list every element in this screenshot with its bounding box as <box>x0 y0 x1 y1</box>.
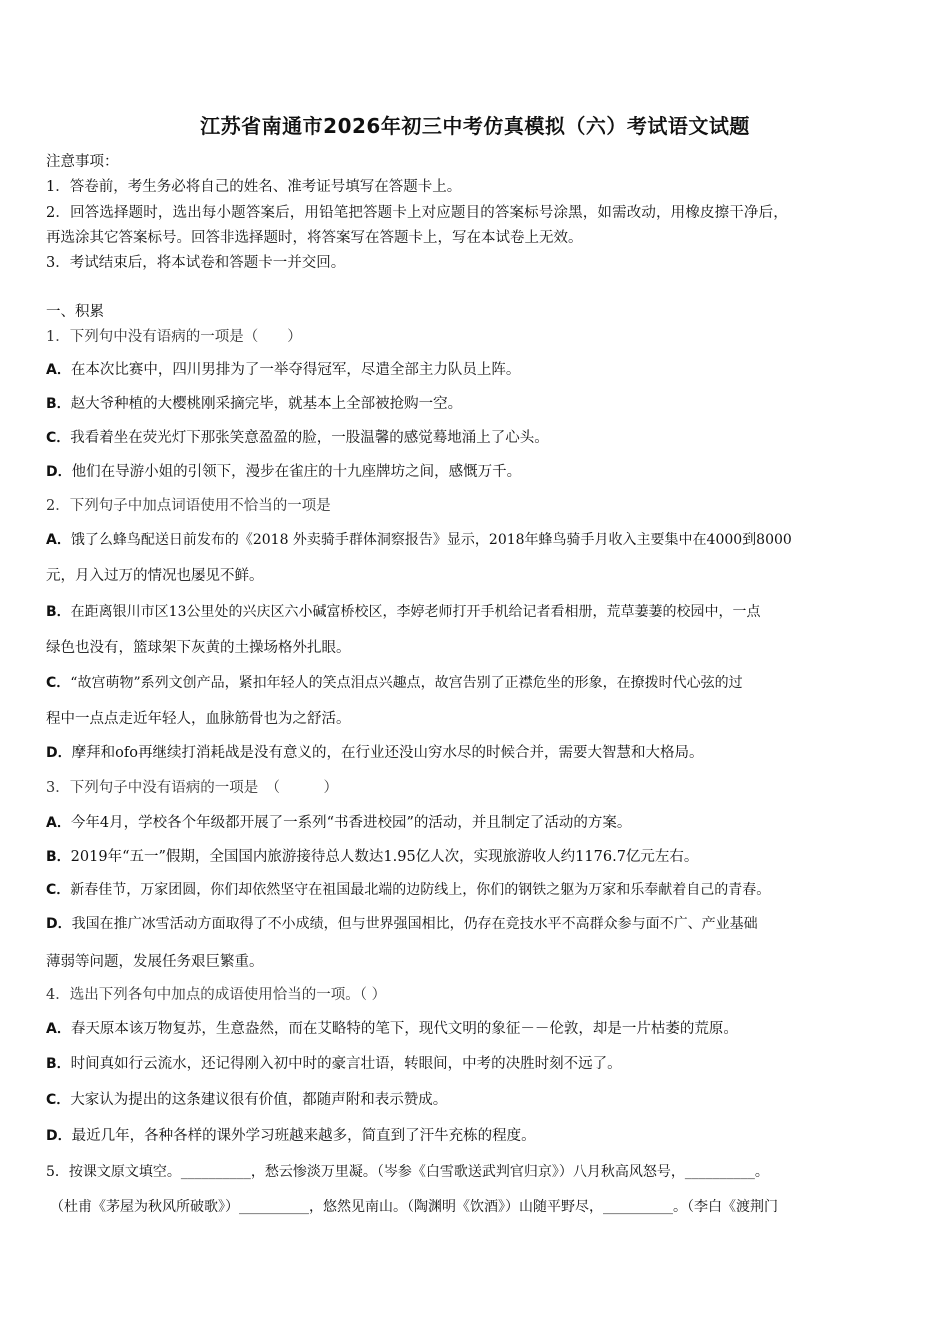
q3-option-b <box>46 847 698 867</box>
option-text: 他们在导游小姐的引领下，漫步在雀庄的十九座牌坊之间，感慨万千。 <box>71 464 522 480</box>
q4-option-c <box>46 1090 447 1110</box>
option-label: A． <box>46 532 71 548</box>
q2-option-c-cont: 程中一点点走近年轻人，血脉筋骨也为之舒活。 <box>46 711 351 727</box>
option-text: 今年4月，学校各个年级都开展了一系列“书香进校园”的活动，并且制定了活动的方案。 <box>70 815 632 831</box>
q2-option-d <box>46 743 703 763</box>
q2-option-a <box>46 530 792 550</box>
question-4-stem: 4．选出下列各句中加点的成语使用恰当的一项。（ ） <box>46 987 387 1003</box>
q1-option-d <box>46 462 521 482</box>
option-label: B． <box>46 396 71 412</box>
option-text: 新春佳节，万家团圆，你们却依然坚守在祖国最北端的边防线上，你们的钢铁之躯为万家和乐奉献着自己的青春。 <box>70 882 771 898</box>
option-label: D． <box>46 745 72 761</box>
option-text: 我国在推广冰雪活动方面取得了不小成绩，但与世界强国相比，仍存在竞技水平不高群众参与面不广、产业基础 <box>71 916 758 932</box>
option-text: 大家认为提出的这条建议很有价值，都随声附和表示赞成。 <box>70 1092 448 1108</box>
option-label: B． <box>46 849 71 865</box>
q3-option-a <box>46 813 631 833</box>
q2-option-b <box>46 602 760 622</box>
option-text: 在本次比赛中，四川男排为了一举夺得冠军，尽遣全部主力队员上阵。 <box>70 362 521 378</box>
q4-option-a <box>46 1019 738 1039</box>
question-5-line: （杜甫《茅屋为秋风所破歌》）__________，悠然见南山。（陶渊明《饮酒》）山随平野尽，__________。（李白《渡荆门 <box>50 1199 778 1215</box>
q3-option-c <box>46 880 770 900</box>
option-label: D． <box>46 464 72 480</box>
question-1-stem: 1．下列句中没有语病的一项是（ ） <box>46 329 302 345</box>
notice-item: 3．考试结束后，将本试卷和答题卡一并交回。 <box>46 255 346 271</box>
q3-option-d-cont: 薄弱等问题，发展任务艰巨繁重。 <box>46 954 264 970</box>
q1-option-b <box>46 394 462 414</box>
option-label: C． <box>46 675 71 691</box>
option-label: C． <box>46 882 71 898</box>
option-label: C． <box>46 430 71 446</box>
page-title: 江苏省南通市2026年初三中考仿真模拟（六）考试语文试题 <box>200 114 750 138</box>
q3-option-d <box>46 914 758 934</box>
option-label: D． <box>46 1128 72 1144</box>
notice-item: 1．答卷前，考生务必将自己的姓名、准考证号填写在答题卡上。 <box>46 179 462 195</box>
notice-item: 再选涂其它答案标号。回答非选择题时，将答案写在答题卡上，写在本试卷上无效。 <box>46 230 583 246</box>
option-text: 我看着坐在荧光灯下那张笑意盈盈的脸，一股温馨的感觉蓦地涌上了心头。 <box>70 430 549 446</box>
q4-option-b <box>46 1054 622 1074</box>
notice-heading: 注意事项： <box>46 154 119 170</box>
notice-item: 2．回答选择题时，选出每小题答案后，用铅笔把答题卡上对应题目的答案标号涂黑，如需改动，用橡皮擦干净后， <box>46 205 788 221</box>
option-text: 春天原本该万物复苏，生意盎然，而在艾略特的笔下，现代文明的象征－－伦敦，却是一片枯萎的荒原。 <box>70 1021 738 1037</box>
option-label: A． <box>46 815 71 831</box>
question-3-stem: 3．下列句子中没有语病的一项是 （ ） <box>46 780 338 796</box>
q1-option-c <box>46 428 549 448</box>
option-label: A． <box>46 362 71 378</box>
section-heading: 一、积累 <box>46 304 104 320</box>
q2-option-a-cont: 元，月入过万的情况也屡见不鲜。 <box>46 568 264 584</box>
option-text: 2019年“五一”假期，全国国内旅游接待总人数达1.95亿人次，实现旅游收人约1176.7亿元左右。 <box>70 849 699 865</box>
option-label: D． <box>46 916 72 932</box>
option-label: C． <box>46 1092 71 1108</box>
option-label: A． <box>46 1021 71 1037</box>
option-text: 饿了么蜂鸟配送日前发布的《2018 外卖骑手群体洞察报告》显示，2018年蜂鸟骑手月收入主要集中在4000到8000 <box>70 532 792 548</box>
option-label: B． <box>46 1056 71 1072</box>
q2-option-b-cont: 绿色也没有，篮球架下灰黄的土操场格外扎眼。 <box>46 640 351 656</box>
option-text: 摩拜和ofo再继续打消耗战是没有意义的，在行业还没山穷水尽的时候合并，需要大智慧和大格局。 <box>71 745 704 761</box>
option-text: 在距离银川市区13公里处的兴庆区六小碱富桥校区，李婷老师打开手机给记者看相册，荒草萋萋的校园中，一点 <box>70 604 761 620</box>
q2-option-c <box>46 673 743 693</box>
option-text: “故宫萌物”系列文创产品，紧扣年轻人的笑点泪点兴趣点，故宫告别了正襟危坐的形象，在撩拨时代心弦的过 <box>70 675 743 691</box>
question-2-stem: 2．下列句子中加点词语使用不恰当的一项是 <box>46 498 331 514</box>
option-text: 赵大爷种植的大樱桃刚采摘完毕，就基本上全部被抢购一空。 <box>70 396 463 412</box>
option-label: B． <box>46 604 71 620</box>
q1-option-a <box>46 360 520 380</box>
question-5-line: 5．按课文原文填空。__________，愁云惨淡万里凝。（岑参《白雪歌送武判官归京》）八月秋高风怒号，__________。 <box>46 1164 769 1180</box>
option-text: 时间真如行云流水，还记得刚入初中时的豪言壮语，转眼间，中考的决胜时刻不远了。 <box>70 1056 622 1072</box>
option-text: 最近几年，各种各样的课外学习班越来越多，简直到了汗牛充栋的程度。 <box>71 1128 536 1144</box>
q4-option-d <box>46 1126 536 1146</box>
